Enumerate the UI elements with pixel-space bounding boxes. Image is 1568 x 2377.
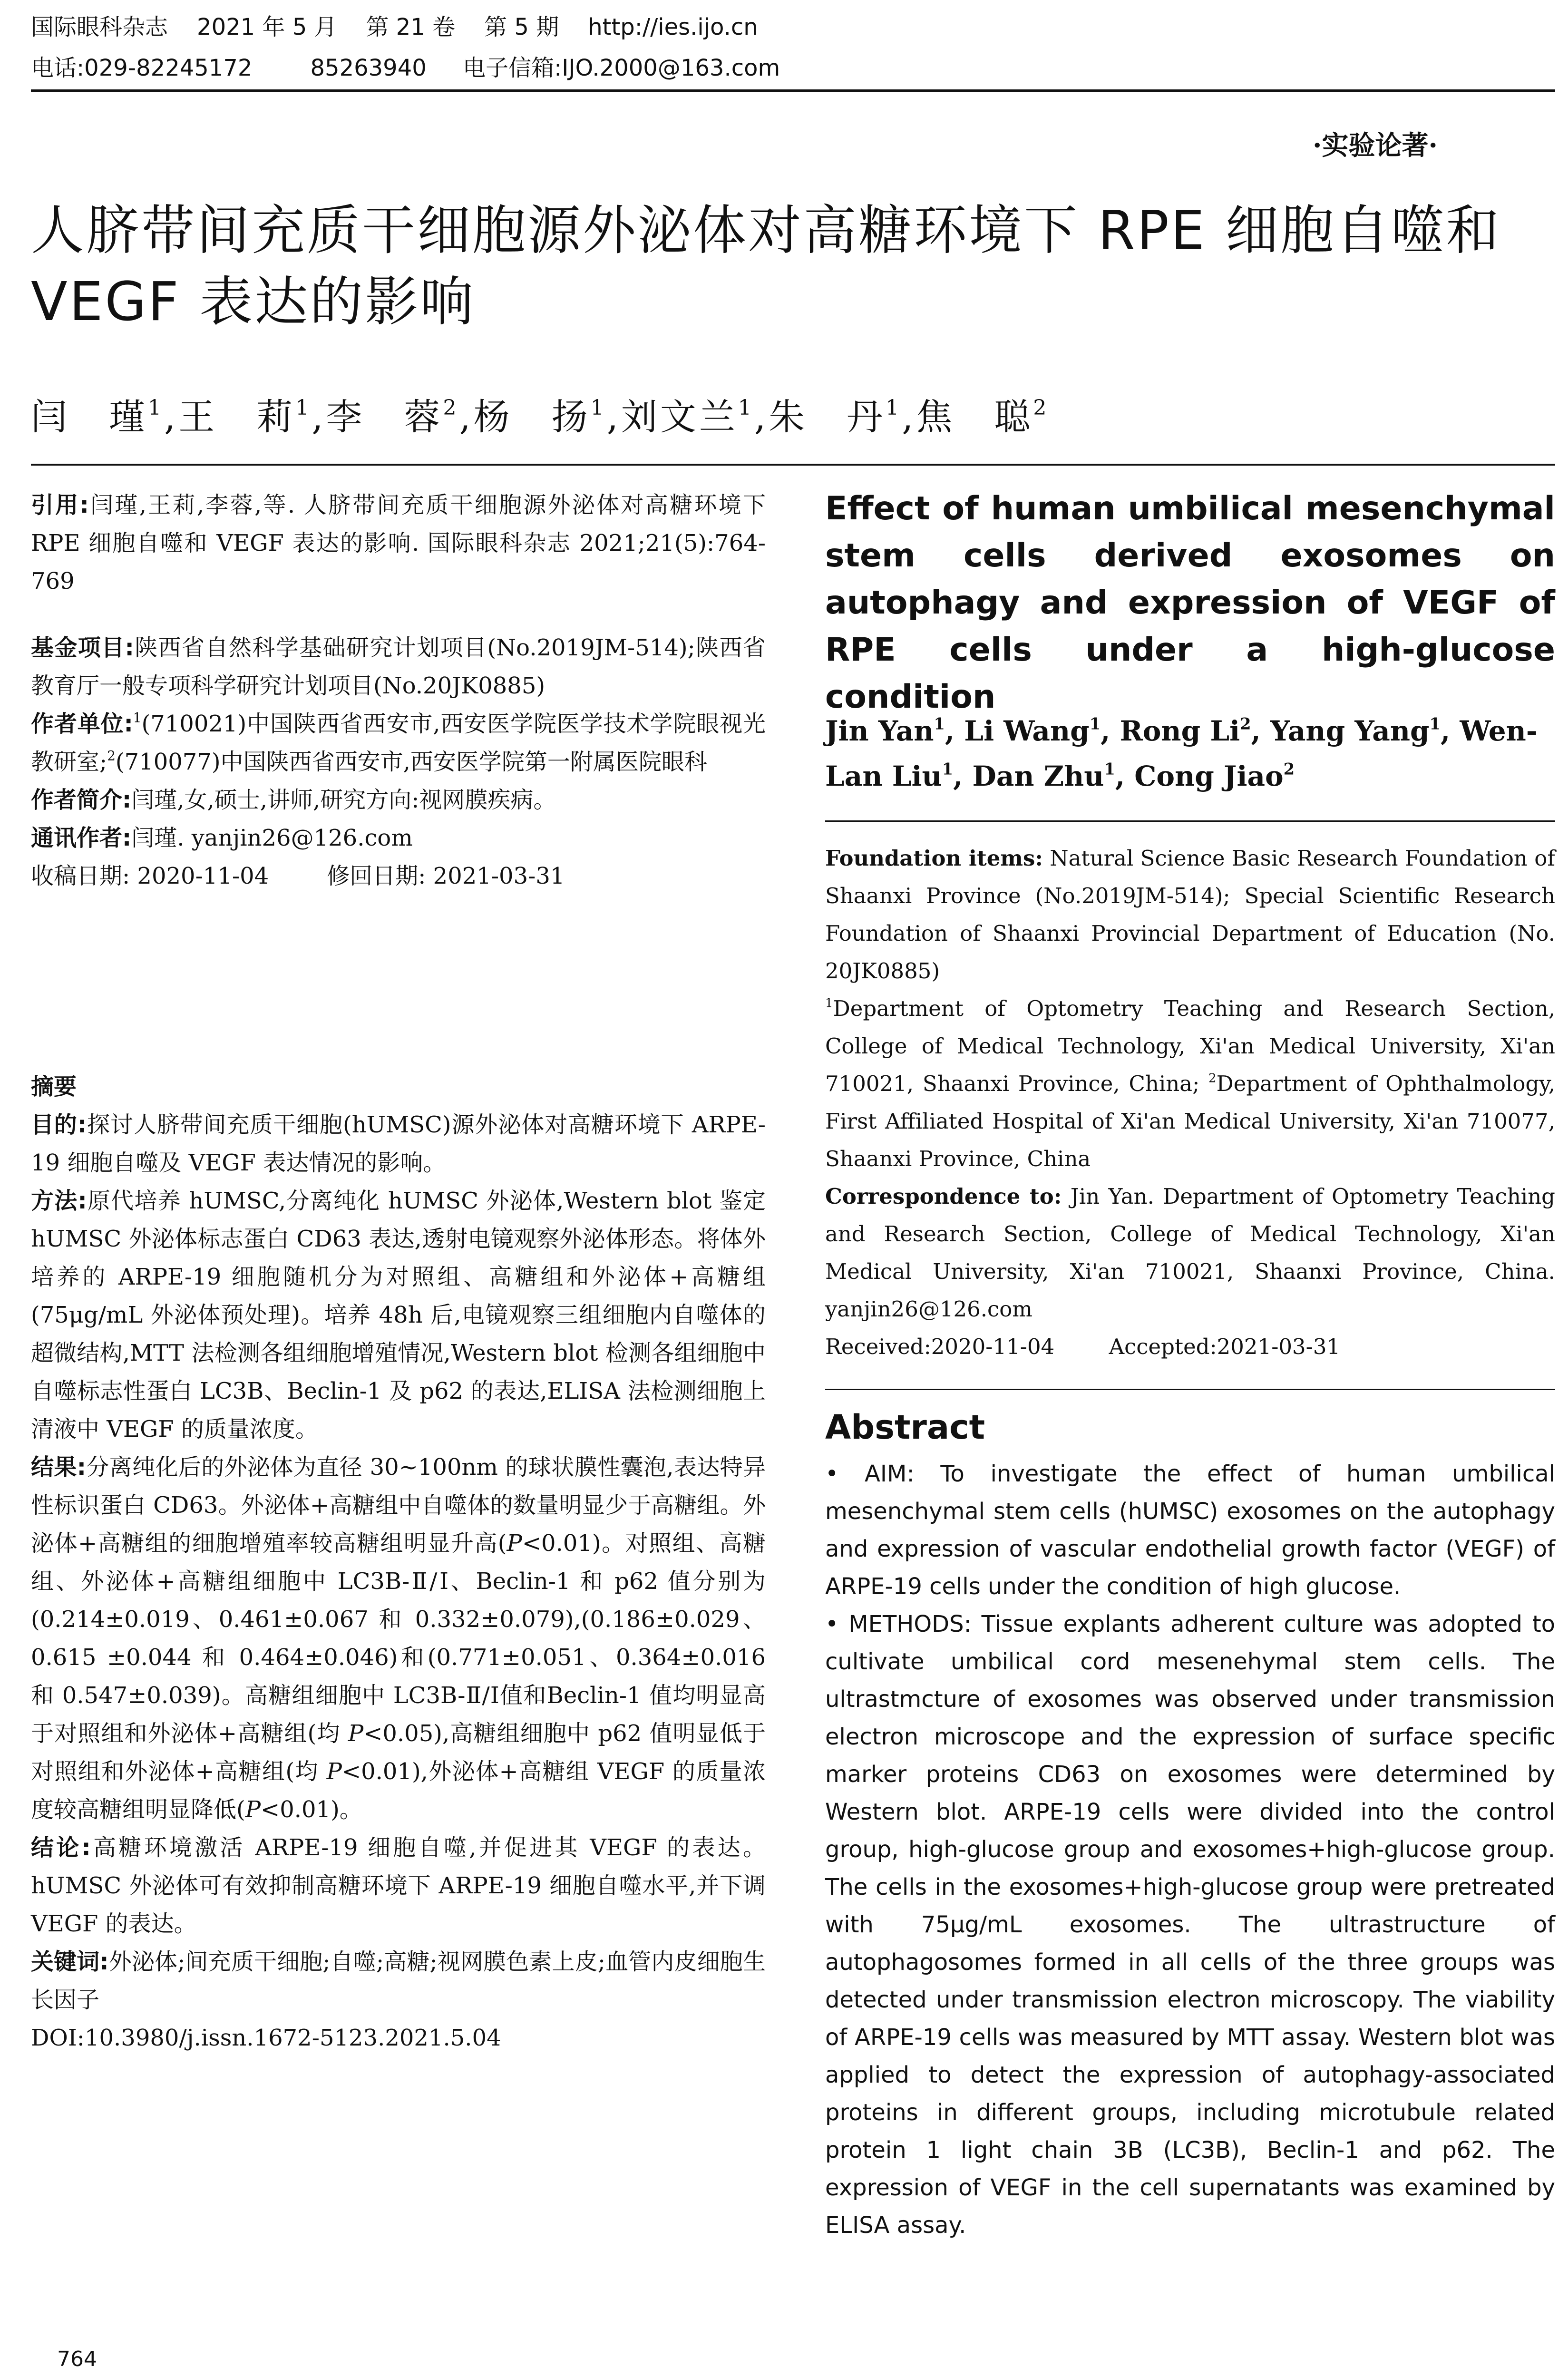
- authors-en: Jin Yan$^1$, Li Wang$^1$, Rong Li$^2$, Yang Yang$^1$, Wen-Lan Liu$^1$, Dan Zhu$^1$, Cong Jiao$^2$: [825, 714, 1538, 792]
- journal-header-line2: 电话:029-82245172 85263940 电子信箱:IJO.2000@163.com: [31, 55, 780, 81]
- dates-en: Received:2020-11-04 Accepted:2021-03-31: [825, 1334, 1341, 1359]
- keywords-cn: 关键词:外泌体;间充质干细胞;自噬;高糖;视网膜色素上皮;血管内皮细胞生长因子: [31, 1948, 766, 2013]
- author-en: Li Wang$^1$: [964, 714, 1101, 747]
- author-en: Cong Jiao$^2$: [1134, 759, 1295, 792]
- journal-header-line1: 国际眼科杂志 2021 年 5 月 第 21 卷 第 5 期 http://ies.ijo.cn: [31, 14, 758, 40]
- aim-en: • AIM: To investigate the effect of human umbilical mesenchymal stem cells (hUMSC) exosomes on the autophagy and expression of vascular endothelial growth factor (VEGF) of ARPE-19 cells under the condition of high glucose.: [825, 1461, 1555, 1600]
- article-title-cn: 人脐带间充质干细胞源外泌体对高糖环境下 RPE 细胞自噬和 VEGF 表达的影响: [31, 200, 1501, 333]
- header-rule: [31, 89, 1555, 92]
- author-bio: 作者简介:闫瑾,女,硕士,讲师,研究方向:视网膜疾病。: [31, 787, 556, 813]
- abstract-en: [825, 1455, 1555, 2244]
- author-cn: 刘文兰$^1$: [621, 396, 754, 438]
- article-title-en: Effect of human umbilical mesenchymal stem cells derived exosomes on autophagy and expression of VEGF of RPE cells under a high-glucose condition: [825, 490, 1555, 716]
- authors-rule: [31, 464, 1555, 466]
- author-cn: 焦 聪$^2$: [916, 396, 1050, 438]
- conclusion-cn: 结论:高糖环境激活 ARPE-19 细胞自噬,并促进其 VEGF 的表达。hUMSC 外泌体可有效抑制高糖环境下 ARPE-19 细胞自噬水平,并下调 VEGF 的表达。: [31, 1834, 766, 1937]
- abstract-cn: [31, 1068, 766, 2057]
- citation: 引用:闫瑾,王莉,李蓉,等. 人脐带间充质干细胞源外泌体对高糖环境下 RPE 细胞自噬和 VEGF 表达的影响. 国际眼科杂志 2021;21(5):764-769: [31, 492, 766, 594]
- section-tag: ·实验论著·: [1313, 130, 1438, 161]
- aim-cn: 目的:探讨人脐带间充质干细胞(hUMSC)源外泌体对高糖环境下 ARPE-19 细胞自噬及 VEGF 表达情况的影响。: [31, 1111, 766, 1176]
- correspondence-cn: 通讯作者:闫瑾. yanjin26@126.com: [31, 825, 413, 851]
- author-en: Jin Yan$^1$: [825, 714, 945, 747]
- authors-en-rule: [825, 820, 1555, 822]
- affiliation-cn: 作者单位:$^1$(710021)中国陕西省西安市,西安医学院医学技术学院眼视光教研室;$^2$(710077)中国陕西省西安市,西安医学院第一附属医院眼科: [31, 710, 766, 775]
- author-cn: 杨 扬$^1$: [473, 396, 607, 438]
- abstract-heading-cn: 摘要: [31, 1073, 77, 1100]
- methods-en: • METHODS: Tissue explants adherent culture was adopted to cultivate umbilical cord mesenehymal stem cells. The ultrastmcture of exosomes was observed under transmission electron microscope and the expression of surface specific marker proteins CD63 on exosomes were determined by Western blot. ARPE-19 cells were divided into the control group, high-glucose group and exosomes+high-glucose group. The cells in the exosomes+high-glucose group were pretreated with 75μg/mL exosomes. The ultrastructure of autophagosomes formed in all cells of the three groups was detected under transmission electron microscopy. The viability of ARPE-19 cells was measured by MTT assay. Western blot was applied to detect the expression of autophagy-associated proteins in different groups, including microtubule related protein 1 light chain 3B (LC3B), Beclin-1 and p62. The expression of VEGF in the cell supernatants was examined by ELISA assay.: [825, 1611, 1555, 2239]
- foundation-en: Foundation items: Natural Science Basic Research Foundation of Shaanxi Province (No.2019JM-514); Special Scientific Research Foundation of Shaanxi Provincial Department of Education (No. 20JK0885): [825, 846, 1555, 984]
- results-cn: 结果:分离纯化后的外泌体为直径 30~100nm 的球状膜性囊泡,表达特异性标识蛋白 CD63。外泌体+高糖组中自噬体的数量明显少于高糖组。外泌体+高糖组的细胞增殖率较高糖组明显升高(P<0.01)。对照组、高糖组、外泌体+高糖组细胞中 LC3B-Ⅱ/Ⅰ、Beclin-1 和 p62 值分别为(0.214±0.019、0.461±0.067 和 0.332±0.079),(0.186±0.029、0.615 ±0.044 和 0.464±0.046)和(0.771±0.051、0.364±0.016 和 0.547±0.039)。高糖组细胞中 LC3B-Ⅱ/Ⅰ值和Beclin-1 值均明显高于对照组和外泌体+高糖组(均 P<0.05),高糖组细胞中 p62 值明显低于对照组和外泌体+高糖组(均 P<0.01),外泌体+高糖组 VEGF 的质量浓度较高糖组明显降低(P<0.01)。: [31, 1454, 766, 1823]
- abstract-heading-en: Abstract: [825, 1408, 985, 1447]
- author-en: Yang Yang$^1$: [1270, 714, 1441, 747]
- authors-cn: 闫 瑾$^1$,王 莉$^1$,李 蓉$^2$,杨 扬$^1$,刘文兰$^1$,朱 丹$^1$,焦 聪$^2$: [31, 396, 1050, 438]
- author-cn: 闫 瑾$^1$: [31, 396, 165, 438]
- right-meta-block: [825, 839, 1555, 1365]
- author-cn: 王 莉$^1$: [178, 396, 312, 438]
- foundation-cn: 基金项目:陕西省自然科学基础研究计划项目(No.2019JM-514);陕西省教育厅一般专项科学研究计划项目(No.20JK0885): [31, 634, 766, 699]
- page-number: 764: [57, 2347, 97, 2371]
- author-en: Rong Li$^2$: [1120, 714, 1251, 747]
- dates-cn: 收稿日期: 2020-11-04 修回日期: 2021-03-31: [31, 863, 565, 889]
- meta-en-rule: [825, 1389, 1555, 1390]
- correspondence-en: Correspondence to: Jin Yan. Department of Optometry Teaching and Research Section, College of Medical Technology, Xi'an Medical University, Xi'an 710021, Shaanxi Province, China. yanjin26@126.com: [825, 1184, 1555, 1322]
- author-en: Dan Zhu$^1$: [972, 759, 1115, 792]
- author-cn: 李 蓉$^2$: [326, 396, 459, 438]
- author-en: Wen-Lan Liu$^1$: [825, 715, 1538, 792]
- methods-cn: 方法:原代培养 hUMSC,分离纯化 hUMSC 外泌体,Western blot 鉴定 hUMSC 外泌体标志蛋白 CD63 表达,透射电镜观察外泌体形态。将体外培养的 ARPE-19 细胞随机分为对照组、高糖组和外泌体+高糖组(75μg/mL 外泌体预处理)。培养 48h 后,电镜观察三组细胞内自噬体的超微结构,MTT 法检测各组细胞增殖情况,Western blot 检测各组细胞中自噬标志性蛋白 LC3B、Beclin-1 及 p62 的表达,ELISA 法检测细胞上清液中 VEGF 的质量浓度。: [31, 1188, 766, 1442]
- affiliation-en: $^1$Department of Optometry Teaching and Research Section, College of Medical Technology, Xi'an Medical University, Xi'an 710021, Shaanxi Province, China; $^2$Department of Ophthalmology, First Affiliated Hospital of Xi'an Medical University, Xi'an 710077, Shaanxi Province, China: [825, 996, 1556, 1171]
- doi: DOI:10.3980/j.issn.1672-5123.2021.5.04: [31, 2025, 501, 2051]
- left-meta-block: [31, 486, 766, 895]
- author-cn: 朱 丹$^1$: [769, 396, 902, 438]
